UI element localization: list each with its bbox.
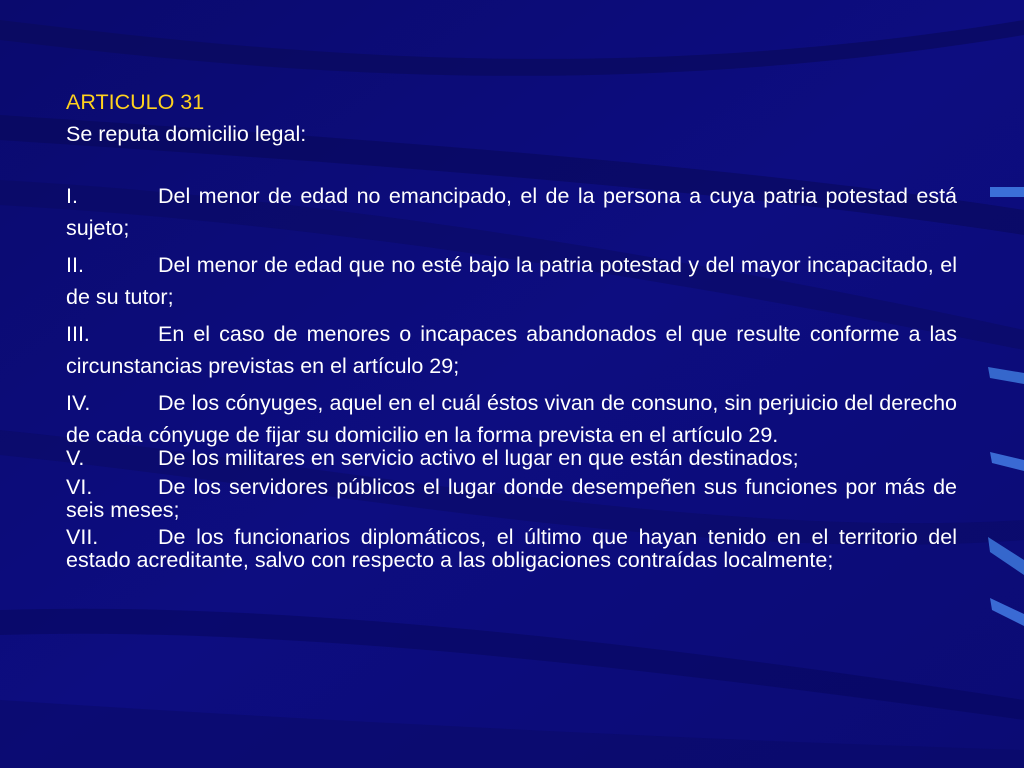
item-text: De los militares en servicio activo el lugar en que están destinados; — [158, 446, 799, 470]
item-number: II. — [66, 253, 84, 277]
item-text: En el caso de menores o incapaces abandonados el que resulte conforme a las circunstancias previstas en el artículo 29; — [66, 322, 957, 378]
item-text: Del menor de edad que no esté bajo la patria potestad y del mayor incapacitado, el de su tutor; — [66, 253, 957, 309]
list-item — [66, 476, 957, 522]
item-number: VII. — [66, 525, 99, 549]
slide-subtitle: Se reputa domicilio legal: — [66, 122, 307, 146]
item-text: De los servidores públicos el lugar donde desempeñen sus funciones por más de seis meses; — [66, 475, 957, 522]
item-text: De los funcionarios diplomáticos, el último que hayan tenido en el territorio del estado acreditante, salvo con respecto a las obligaciones contraídas localmente; — [66, 525, 957, 572]
item-text: De los cónyuges, aquel en el cuál éstos vivan de consuno, sin perjuicio del derecho de cada cónyuge de fijar su domicilio en la forma prevista en el artículo 29. — [66, 391, 957, 447]
edge-mark — [990, 187, 1024, 197]
slide-title: ARTICULO 31 — [66, 90, 205, 114]
list-item — [66, 387, 957, 451]
list-item — [66, 447, 957, 470]
slide-content — [66, 86, 957, 576]
list-item — [66, 526, 957, 572]
list-item — [66, 318, 957, 382]
item-number: IV. — [66, 391, 91, 415]
item-number: VI. — [66, 475, 93, 499]
list-item — [66, 180, 957, 244]
item-number: III. — [66, 322, 90, 346]
list-item — [66, 249, 957, 313]
item-number: V. — [66, 446, 85, 470]
item-text: Del menor de edad no emancipado, el de la persona a cuya patria potestad está sujeto; — [66, 184, 957, 240]
item-number: I. — [66, 184, 78, 208]
